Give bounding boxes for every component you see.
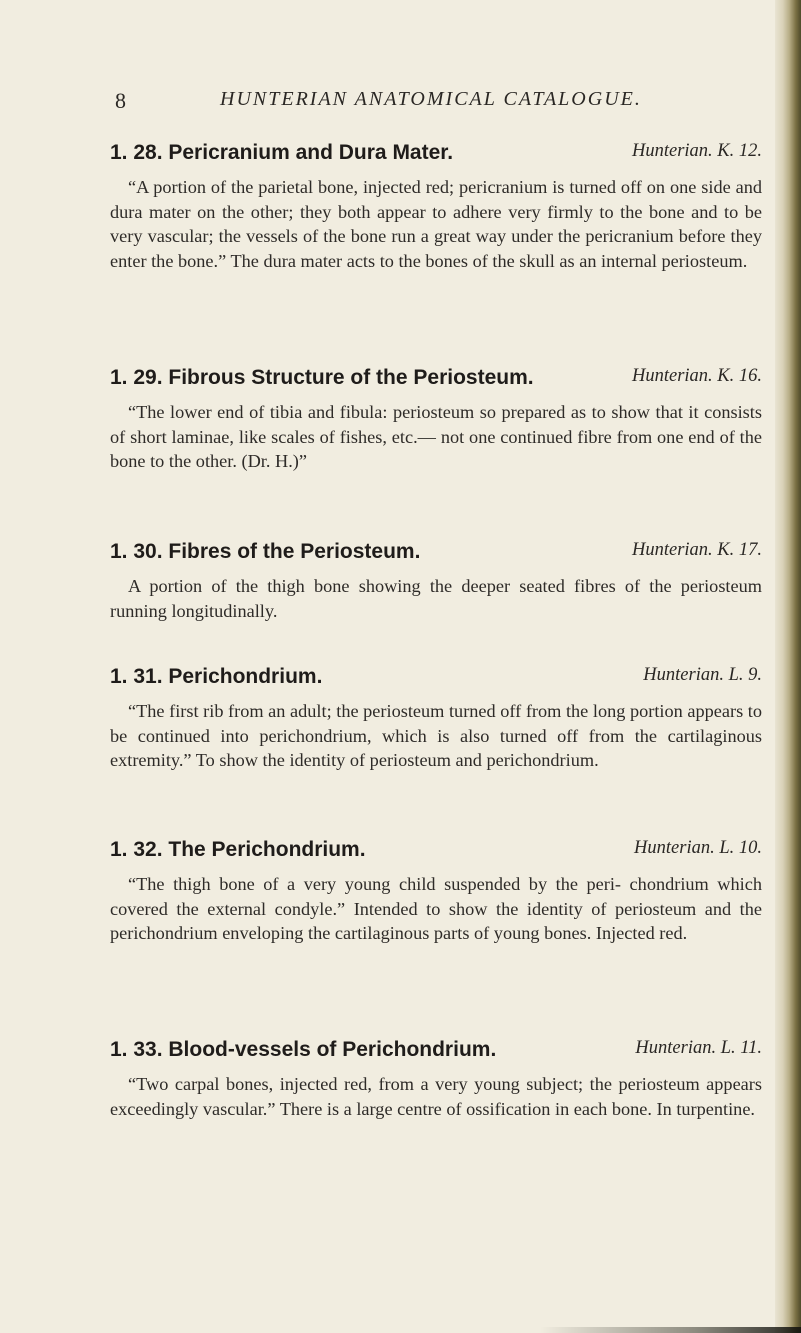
entry-reference: Hunterian. K. 17. <box>631 540 762 560</box>
entry-reference: Hunterian. L. 11. <box>635 1038 762 1058</box>
page-header <box>0 88 780 118</box>
entry-body: “Two carpal bones, injected red, from a very young subject; the periosteum appears exceedingly vascular.” There is a large centre of ossification in each bone. In turpentine. <box>110 1074 762 1119</box>
entry-title: 1. 28. Pericranium and Dura Mater. <box>110 141 454 164</box>
entry-reference: Hunterian. K. 12. <box>631 141 762 161</box>
page-number: 8 <box>115 88 126 113</box>
entry-title: 1. 32. The Perichondrium. <box>110 838 366 861</box>
entry-body: “A portion of the parietal bone, injected red; pericranium is turned off on one side and dura mater on the other; they both appear to adhere very firmly to the bone and to be very vascular; the vessels of the bone run a great way under the pericranium before they enter the bone.” The dura mater acts to the bones of the skull as an internal periosteum. <box>110 177 762 271</box>
entry-heading <box>110 665 762 695</box>
page-edge <box>775 0 801 1333</box>
entry-body: A portion of the thigh bone showing the deeper seated fibres of the periosteum running longitudinally. <box>110 576 762 621</box>
entry-title: 1. 31. Perichondrium. <box>110 665 323 688</box>
entry-heading <box>110 141 762 171</box>
bottom-shadow <box>540 1327 801 1333</box>
running-title: HUNTERIAN ANATOMICAL CATALOGUE. <box>220 88 642 110</box>
entry-body: “The lower end of tibia and fibula: periosteum so prepared as to show that it consists of short laminae, like scales of fishes, etc.— not one continued fibre from one end of the bone to the other. (Dr. H.)” <box>110 402 762 471</box>
catalogue-entry <box>110 540 762 623</box>
entry-body: “The first rib from an adult; the periosteum turned off from the long portion appears to be continued into perichondrium, which is also turned off from the cartilaginous extremity.” To show the identity of periosteum and perichondrium. <box>110 701 762 770</box>
entry-reference: Hunterian. K. 16. <box>631 366 762 386</box>
catalogue-entry <box>110 1038 762 1121</box>
catalogue-entry <box>110 665 762 773</box>
entry-reference: Hunterian. L. 10. <box>634 838 762 858</box>
entry-heading <box>110 366 762 396</box>
catalogue-entry <box>110 838 762 946</box>
catalogue-entry <box>110 366 762 474</box>
catalogue-entry <box>110 141 762 273</box>
entry-heading <box>110 1038 762 1068</box>
entry-body: “The thigh bone of a very young child suspended by the peri- chondrium which covered the external condyle.” Intended to show the identity of periosteum and the perichondrium enveloping the cartilaginous parts of young bones. Injected red. <box>110 874 762 943</box>
entry-title: 1. 29. Fibrous Structure of the Periosteum. <box>110 366 534 389</box>
entry-reference: Hunterian. L. 9. <box>643 665 762 685</box>
entry-heading <box>110 540 762 570</box>
entry-heading <box>110 838 762 868</box>
entry-title: 1. 33. Blood-vessels of Perichondrium. <box>110 1038 497 1061</box>
entry-title: 1. 30. Fibres of the Periosteum. <box>110 540 421 563</box>
